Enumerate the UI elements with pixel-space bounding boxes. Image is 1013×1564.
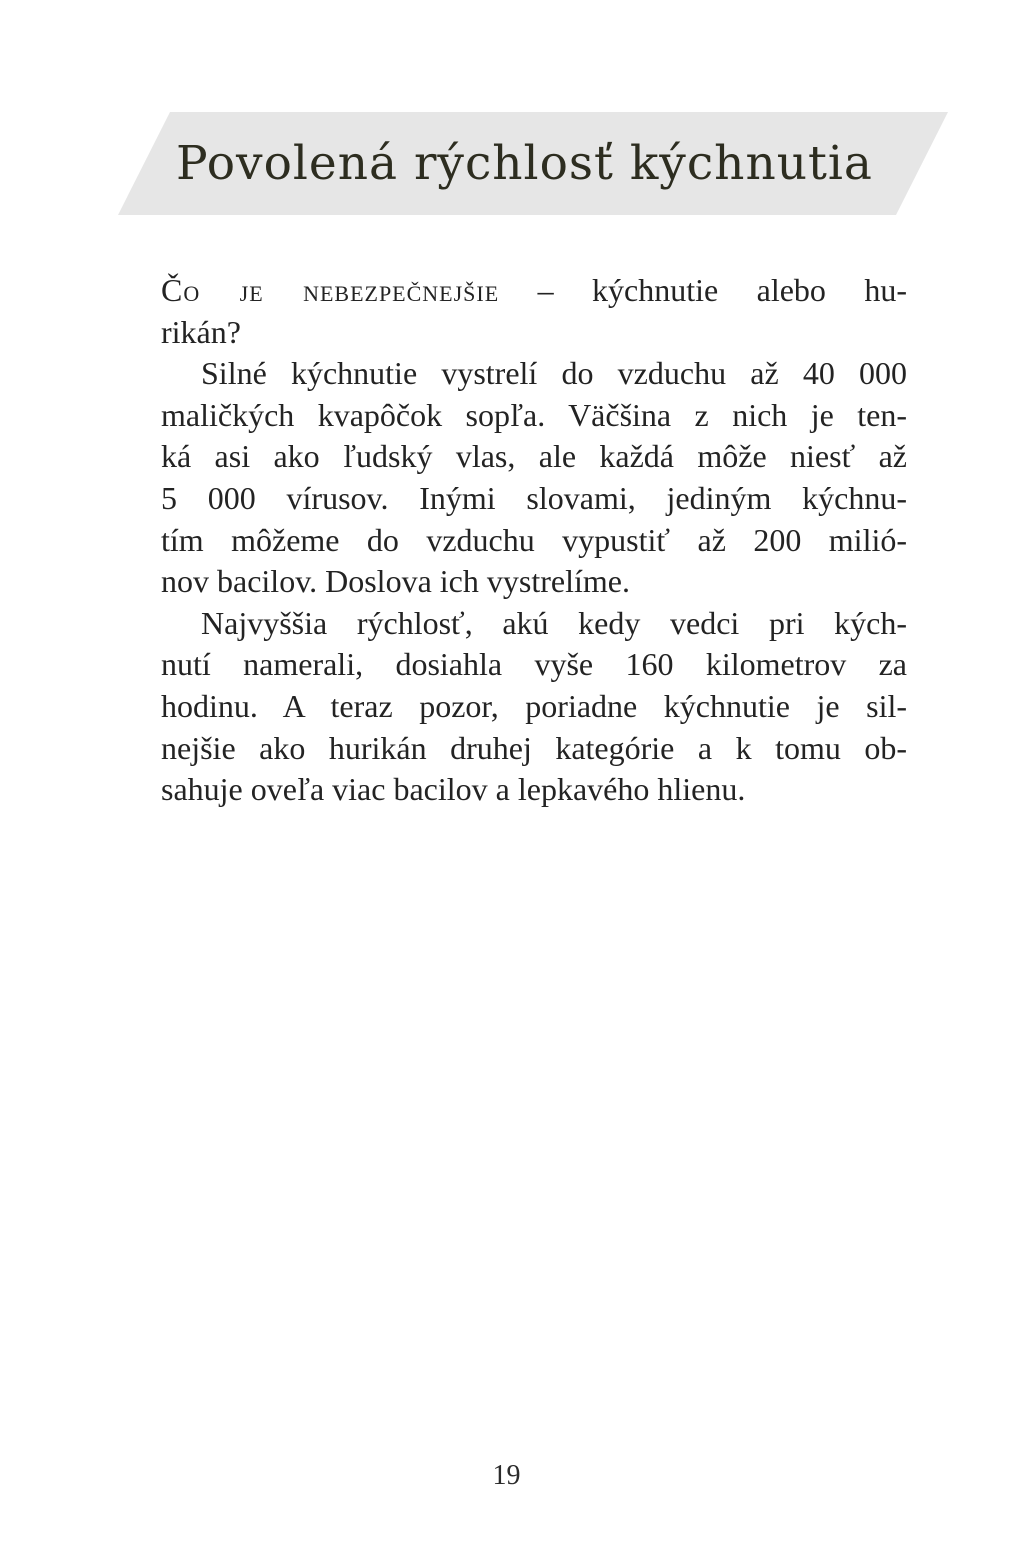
chapter-title: Povolená rýchlosť kýchnutia	[176, 136, 873, 191]
text-line-6: 5 000 vírusov. Inými slovami, jediným kýchnu-	[161, 479, 907, 516]
text-line-8: nov bacilov. Doslova ich vystrelíme.	[161, 563, 630, 600]
text-line-11: hodinu. A teraz pozor, poriadne kýchnutie je sil-	[161, 687, 907, 724]
text-line-3: Silné kýchnutie vystrelí do vzduchu až 40 000	[201, 355, 907, 392]
text-line-2: rikán?	[161, 313, 241, 350]
text-line-5: ká asi ako ľudský vlas, ale každá môže niesť až	[161, 438, 907, 475]
body-text	[161, 270, 907, 811]
text-line-10: nutí namerali, dosiahla vyše 160 kilometrov za	[161, 646, 907, 683]
text-line-4: maličkých kvapôčok sopľa. Väčšina z nich je ten-	[161, 396, 907, 433]
text-line-9: Najvyššia rýchlosť, akú kedy vedci pri kých-	[201, 604, 907, 641]
lead-smallcaps: Čo je nebezpečnejšie	[161, 272, 500, 308]
text-line-12: nejšie ako hurikán druhej kategórie a k tomu ob-	[161, 729, 907, 766]
text-line-13: sahuje oveľa viac bacilov a lepkavého hlienu.	[161, 771, 746, 808]
text-line-7: tím môžeme do vzduchu vypustiť až 200 milió-	[161, 521, 907, 558]
page-number: 19	[492, 1460, 521, 1491]
text-line-1	[161, 270, 907, 312]
lead-rest: – kýchnutie alebo hu-	[499, 272, 908, 308]
